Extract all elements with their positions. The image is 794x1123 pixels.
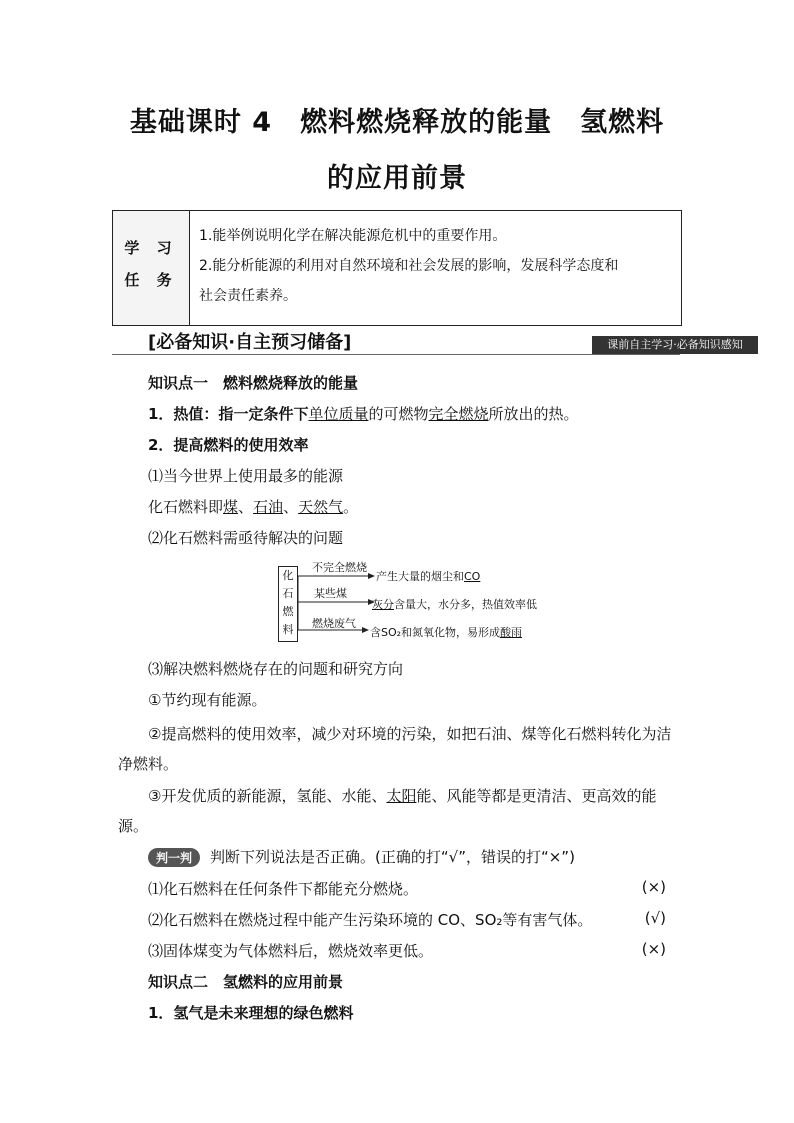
fossil-post: 。	[343, 498, 359, 516]
task-label-line2: 任 务	[124, 271, 178, 289]
branch-1-text-pre: 产生大量的烟尘和	[376, 570, 464, 583]
branch-3-text	[370, 624, 522, 640]
branch-1-text	[376, 568, 480, 584]
page-title-line2: 的应用前景	[327, 163, 467, 194]
task-label-line1: 学 习	[124, 239, 178, 257]
solutions-subheading: ⑶解决燃料燃烧存在的问题和研究方向	[148, 660, 404, 678]
fossil-sep-1: 、	[238, 498, 254, 516]
answer-complete-combustion: 完全燃烧	[428, 405, 489, 423]
fossil-fuel-diagram	[278, 562, 578, 642]
fossil-pre: 化石燃料即	[148, 498, 224, 516]
fossil-fuel-line	[148, 496, 358, 517]
task-item-2: 2.能分析能源的利用对自然环境和社会发展的影响，发展科学态度和	[199, 258, 619, 274]
heat-value-line	[148, 403, 579, 424]
answer-petroleum: 石油	[253, 498, 284, 516]
knowledge-point-2-heading: 知识点二 氢燃料的应用前景	[148, 973, 344, 991]
judge-question-1: ⑴化石燃料在任何条件下都能充分燃烧。	[148, 880, 419, 898]
solution-3	[118, 781, 678, 841]
diagram-box-char-3: 燃	[282, 605, 294, 618]
heat-value-pre: 1．热值：指一定条件下	[148, 405, 309, 423]
answer-co: CO	[464, 570, 481, 583]
answer-unit-mass: 单位质量	[308, 405, 369, 423]
solution-1: ①节约现有能源。	[148, 691, 267, 709]
judge-intro: 判断下列说法是否正确。(正确的打“√”，错误的打“×”)	[210, 848, 575, 866]
solution-2: ②提高燃料的使用效率，减少对环境的污染，如把石油、煤等化石燃料转化为洁净燃料。	[118, 725, 672, 773]
judge-badge: 判一判	[148, 848, 200, 867]
branch-3-text-pre: 含SO₂和氮氧化物，易形成	[370, 626, 501, 639]
learning-task-text	[199, 221, 675, 311]
learning-task-box	[112, 210, 682, 326]
branch-1-label: 不完全燃烧	[312, 561, 367, 574]
task-item-1: 1.能举例说明化学在解决能源危机中的重要作用。	[199, 228, 507, 244]
branch-2-label: 某些煤	[314, 587, 347, 600]
judge-answer-1: (×)	[641, 878, 666, 896]
hydrogen-heading: 1．氢气是未来理想的绿色燃料	[148, 1004, 354, 1022]
judge-intro-line	[148, 846, 575, 867]
diagram-box-char-2: 石	[282, 587, 294, 600]
answer-acid-rain: 酸雨	[500, 626, 523, 639]
knowledge-point-1-heading: 知识点一 燃料燃烧释放的能量	[148, 374, 359, 392]
heat-value-post: 所放出的热。	[488, 405, 579, 423]
energy-subheading: ⑴当今世界上使用最多的能源	[148, 467, 344, 485]
judge-question-2: ⑵化石燃料在燃烧过程中能产生污染环境的 CO、SO₂等有害气体。	[148, 911, 593, 929]
task-item-2b: 社会责任素养。	[199, 288, 297, 304]
efficiency-heading: 2．提高燃料的使用效率	[148, 436, 309, 454]
diagram-box-char-4: 料	[282, 623, 294, 636]
learning-task-label	[113, 211, 190, 325]
fossil-sep-2: 、	[283, 498, 299, 516]
answer-coal: 煤	[223, 498, 239, 516]
judge-answer-2: (√)	[644, 909, 666, 927]
branch-2-text-post: 含量大，水分多，热值效率低	[394, 598, 537, 611]
judge-question-3: ⑶固体煤变为气体燃料后，燃烧效率更低。	[148, 942, 434, 960]
page-title-line1: 基础课时 4 燃料燃烧释放的能量 氢燃料	[129, 107, 665, 138]
answer-natural-gas: 天然气	[298, 498, 344, 516]
answer-solar: 太阳	[386, 787, 417, 805]
section-tag: 课前自主学习·必备知识感知	[592, 336, 758, 354]
judge-answer-3: (×)	[641, 940, 666, 958]
solution-3-pre: ③开发优质的新能源，氢能、水能、	[148, 787, 387, 805]
branch-3-label: 燃烧废气	[312, 617, 356, 630]
heat-value-mid: 的可燃物	[368, 405, 429, 423]
answer-ash: 灰分	[372, 598, 394, 611]
solution-3-post: 能、风能等都是更清洁、更高效的能源。	[118, 787, 657, 835]
branch-2-text	[372, 596, 537, 612]
section-title: [必备知识·自主预习储备]	[148, 332, 352, 353]
problems-subheading: ⑵化石燃料需亟待解决的问题	[148, 529, 344, 547]
diagram-box-char-1: 化	[282, 569, 294, 582]
